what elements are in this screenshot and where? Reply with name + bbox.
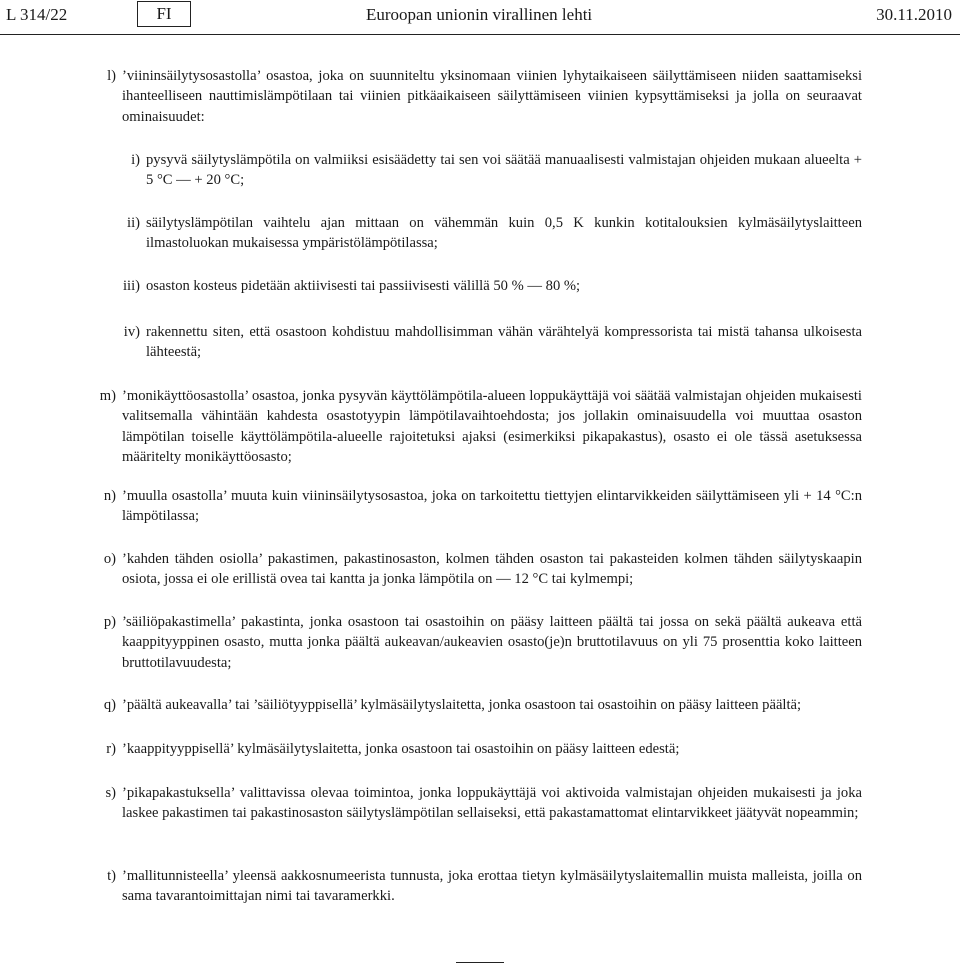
item-label: n) <box>103 488 116 504</box>
subitem-text: rakennettu siten, että osastoon kohdistuu mahdollisimman vähän värähtelyä kompressorista tai mistä tahansa ulkoisesta lähteestä; <box>146 324 862 361</box>
item-text: ’säiliöpakastimella’ pakastinta, jonka osastoon tai osastoihin on pääsy laitteen päältä tai jossa on sekä päältä aukeava että kaappityyppinen osasto, mutta jonka päältä aukeavan/aukeavien osasto(je)n bruttotilavuus on yli 75 prosenttia koko laitteen bruttotilavuudesta; <box>122 614 862 671</box>
item-label: m) <box>99 388 116 404</box>
item-text: ’mallitunnisteella’ yleensä aakkosnumeerista tunnusta, joka erottaa tietyn kylmäsäilytyslaitemallin muista malleista, joilla on sama tavarantoimittajan nimi tai tavaramerkki. <box>122 868 862 905</box>
item-label: t) <box>107 868 116 884</box>
item-text: ’monikäyttöosastolla’ osastoa, jonka pysyvän käyttölämpötila-alueen loppukäyttäjä voi säätää valmistajan ohjeiden mukaisesti valitsemalla vähintään kahdesta osastotyypin lämpötilavaihtoehdosta; jos jollakin ominaisuudella voi muuttaa osaston lämpötilan toiselle käyttölämpötila-alueelle rajoitetuksi ajaksi (esimerkiksi pikapakastus), osasto ei ole tässä asetuksessa määritelty monikäyttöosasto; <box>122 388 862 465</box>
page-header <box>0 0 960 35</box>
item-text: ’pikapakastuksella’ valittavissa olevaa toimintoa, jonka loppukäyttäjä voi aktivoida valmistajan ohjeiden mukaisesti ja joka laskee pakastimen tai pakastinosaston säilytyslämpötilan sellaiseksi, että pakastamattomat elintarvikkeet jäätyvät nopeammin; <box>122 785 862 822</box>
item-label: r) <box>106 741 116 757</box>
item-text: ’päältä aukeavalla’ tai ’säiliötyyppisellä’ kylmäsäilytyslaitetta, jonka osastoon tai osastoihin on pääsy laitteen päältä; <box>122 697 802 713</box>
item-label: o) <box>103 551 116 567</box>
item-text: ’muulla osastolla’ muuta kuin viininsäilytysosastoa, joka on tarkoitettu tiettyjen elintarvikkeiden säilyttämiseen yli + 14 °C:n lämpötilassa; <box>122 488 862 525</box>
subitem-label: ii) <box>127 215 140 231</box>
item-text: ’kahden tähden osiolla’ pakastimen, pakastinosaston, kolmen tähden osaston tai pakasteiden kolmen tähden säilytyskaapin osiota, jossa ei ole erillistä ovea tai kantta ja jonka lämpötila on — 12 °C tai kylmempi; <box>122 551 862 588</box>
subitem-text: osaston kosteus pidetään aktiivisesti tai passiivisesti välillä 50 % — 80 %; <box>146 278 581 294</box>
item-label: p) <box>103 614 116 630</box>
item-label: q) <box>103 697 116 713</box>
publication-date: 30.11.2010 <box>876 5 952 24</box>
subitem-label: i) <box>131 152 140 168</box>
subitem-text: pysyvä säilytyslämpötila on valmiiksi esisäädetty tai sen voi säätää manuaalisesti valmistajan ohjeiden mukaan alueelta + 5 °C — + 20 °C; <box>146 152 862 189</box>
subitem-label: iv) <box>123 324 140 340</box>
subitem-text: säilytyslämpötilan vaihtelu ajan mittaan on vähemmän kuin 0,5 K kunkin kotitalouksien kylmäsäilytyslaitteen ilmastoluokan mukaisessa ympäristölämpötilassa; <box>146 215 862 252</box>
item-label: l) <box>107 68 116 84</box>
item-label: s) <box>105 785 116 801</box>
page-reference: L 314/22 <box>6 5 68 24</box>
journal-title: Euroopan unionin virallinen lehti <box>366 5 593 24</box>
language-code-box: FI <box>137 1 191 27</box>
item-text: ’kaappityyppisellä’ kylmäsäilytyslaitetta, jonka osastoon tai osastoihin on pääsy laitteen edestä; <box>122 741 680 757</box>
item-text: ’viininsäilytysosastolla’ osastoa, joka on suunniteltu yksinomaan viinien lyhytaikaiseen säilyttämiseen niiden saattamiseksi ihanteelliseen nauttimislämpötilaan tai viinien pitkäaikaiseen säilyttämiseen viinien kypsyttämiseksi ja jolla on seuraavat ominaisuudet: <box>122 68 862 125</box>
subitem-label: iii) <box>122 278 140 294</box>
end-rule-divider <box>456 962 504 963</box>
